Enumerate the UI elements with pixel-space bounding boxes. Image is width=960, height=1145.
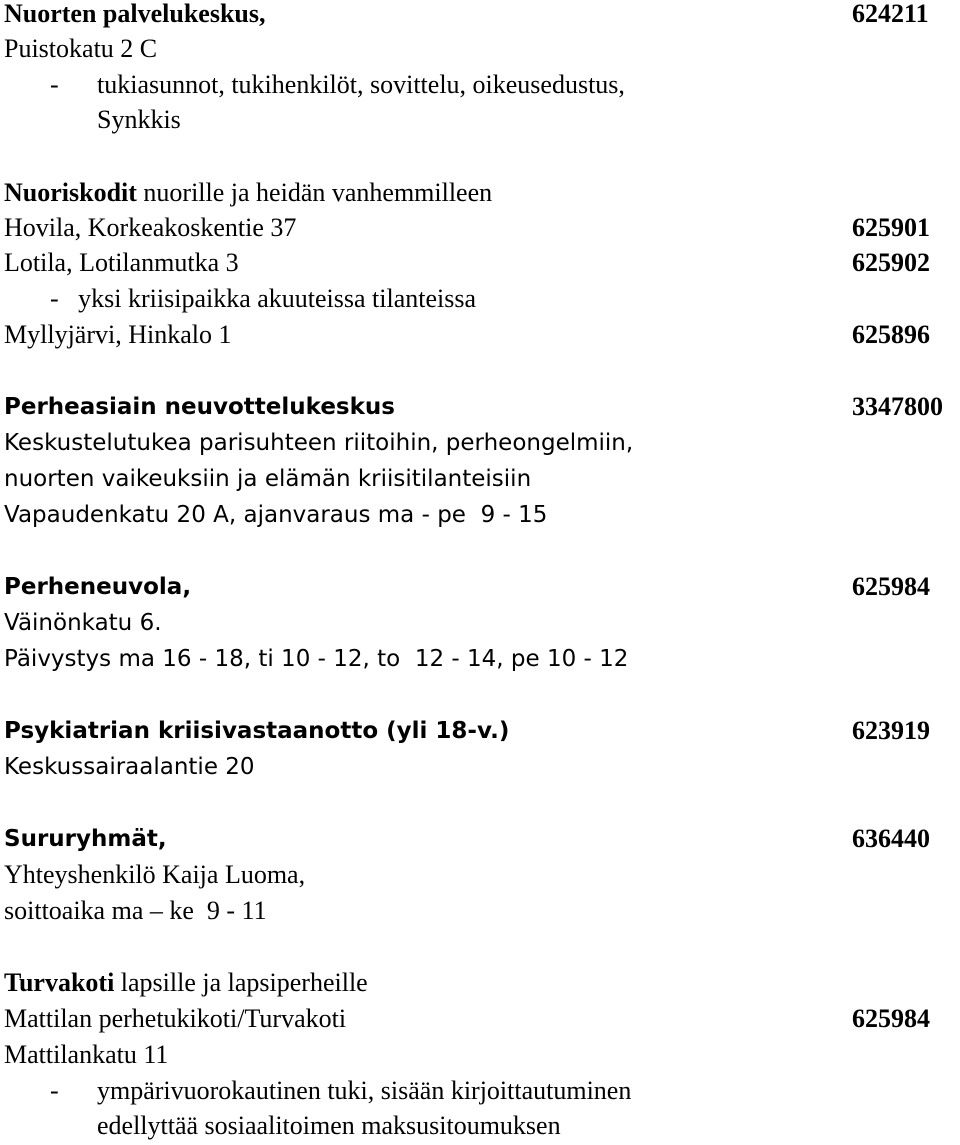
sururyhmat-title: Sururyhmät, (4, 826, 167, 852)
perheasiain-title: Perheasiain neuvottelukeskus (4, 394, 395, 420)
nuoriskodit-title (4, 175, 492, 211)
nuoriskodit-lotila-phone: 625902 (852, 248, 930, 277)
turvakoti-bullet-dash: - (50, 1076, 59, 1105)
nuoriskodit-title-bold: Nuoriskodit (4, 178, 137, 207)
perheasiain-line2: nuorten vaikeuksiin ja elämän kriisitilanteisiin (4, 466, 532, 492)
perheasiain-line3: Vapaudenkatu 20 A, ajanvaraus ma - pe 9 - 15 (4, 502, 548, 528)
nuorten-title: Nuorten palvelukeskus, (4, 0, 266, 28)
turvakoti-title-rest: lapsille ja lapsiperheille (114, 968, 368, 997)
turvakoti-bullet-line1: ympärivuorokautinen tuki, sisään kirjoittautuminen (97, 1076, 632, 1105)
turvakoti-phone: 625984 (852, 1004, 930, 1033)
turvakoti-title (4, 965, 368, 1001)
perheneuvola-address: Väinönkatu 6. (4, 610, 162, 636)
turvakoti-name: Mattilan perhetukikoti/Turvakoti (4, 1004, 347, 1033)
sururyhmat-contact: Yhteyshenkilö Kaija Luoma, (4, 860, 306, 889)
nuoriskodit-title-rest: nuorille ja heidän vanhemmilleen (136, 178, 493, 207)
nuorten-bullet-line1: tukiasunnot, tukihenkilöt, sovittelu, oikeusedustus, (97, 70, 625, 99)
nuorten-bullet-dash: - (50, 70, 59, 99)
turvakoti-address: Mattilankatu 11 (4, 1040, 169, 1069)
nuorten-phone: 624211 (852, 0, 929, 28)
sururyhmat-phone: 636440 (852, 824, 930, 853)
perheneuvola-title: Perheneuvola, (4, 574, 192, 600)
turvakoti-bullet-line2: edellyttää sosiaalitoimen maksusitoumuksen (97, 1111, 561, 1140)
psykiatrian-phone: 623919 (852, 716, 930, 745)
nuoriskodit-bullet: - yksi kriisipaikka akuuteissa tilanteissa (50, 284, 477, 313)
nuoriskodit-hovila: Hovila, Korkeakoskentie 37 (4, 213, 297, 242)
psykiatrian-title: Psykiatrian kriisivastaanotto (yli 18-v.) (4, 718, 510, 744)
nuoriskodit-hovila-phone: 625901 (852, 213, 930, 242)
psykiatrian-address: Keskussairaalantie 20 (4, 754, 255, 780)
sururyhmat-hours: soittoaika ma – ke 9 - 11 (4, 896, 267, 925)
turvakoti-title-bold: Turvakoti (4, 968, 115, 997)
perheasiain-line1: Keskustelutukea parisuhteen riitoihin, perheongelmiin, (4, 430, 634, 456)
perheneuvola-hours: Päivystys ma 16 - 18, ti 10 - 12, to 12 - 14, pe 10 - 12 (4, 646, 629, 672)
perheasiain-phone: 3347800 (852, 392, 943, 421)
nuoriskodit-myllyjarvi-phone: 625896 (852, 320, 930, 349)
nuoriskodit-lotila: Lotila, Lotilanmutka 3 (4, 248, 239, 277)
nuorten-bullet-line2: Synkkis (97, 105, 181, 134)
perheneuvola-phone: 625984 (852, 572, 930, 601)
nuoriskodit-myllyjarvi: Myllyjärvi, Hinkalo 1 (4, 320, 232, 349)
nuorten-address: Puistokatu 2 C (4, 34, 158, 63)
